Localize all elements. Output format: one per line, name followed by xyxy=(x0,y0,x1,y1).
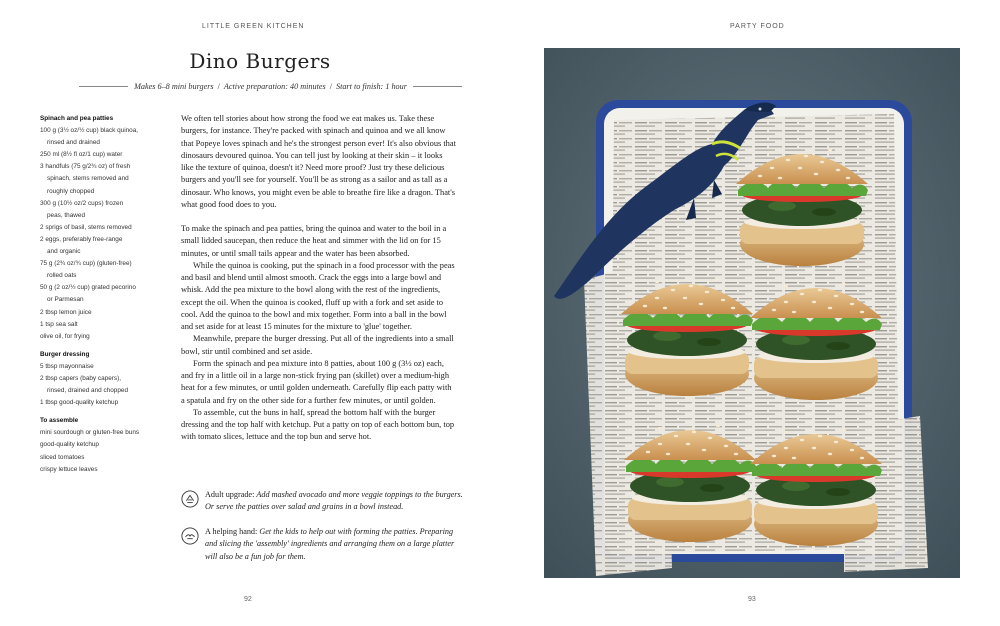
ingredients-column xyxy=(40,113,175,476)
ingredient-line: 3 handfuls (75 g/2¾ oz) of fresh xyxy=(40,163,131,171)
active-prep-info: Active preparation: 40 minutes xyxy=(223,82,326,91)
ingredient-line: 250 ml (8½ fl oz/1 cup) water xyxy=(40,151,123,159)
ingredient-line: 300 g (10½ oz/2 cups) frozen xyxy=(40,199,124,207)
ingredient-line: 2 sprigs of basil, stems removed xyxy=(40,223,132,231)
ingredient-line: rinsed and drained xyxy=(47,139,100,147)
adult-upgrade-icon xyxy=(181,490,199,508)
tip-adult-upgrade xyxy=(181,489,466,514)
tip-body: Add mashed avocado and more veggie toppings to the burgers. Or serve the patties over salad and grains in a bowl instead. xyxy=(205,490,463,512)
meta-rule-left xyxy=(79,86,128,87)
patties-heading: Spinach and pea patties xyxy=(40,115,114,122)
makes-info: Makes 6–8 mini burgers xyxy=(134,82,214,91)
ingredient-line: 2 tbsp capers (baby capers), xyxy=(40,374,121,382)
ingredient-line: 2 eggs, preferably free-range xyxy=(40,235,123,243)
tip-text xyxy=(205,526,466,563)
photo-illustration xyxy=(544,48,960,578)
dressing-list xyxy=(40,361,175,409)
method-step: While the quinoa is cooking, put the spinach in a food processor with the peas and basil and blend until almost smooth. Crack the eggs into a large bowl and whisk. Add the pea mixture to the bowl along with the rest of the ingredients, except the oil. When the quinoa is cooked, fluff up with a fork and set aside to cool. Add the quinoa to the bowl and mix together. Form into a ball in the bowl and set aside for at least 15 minutes for the mixture to 'glue' together. xyxy=(181,260,455,331)
ingredient-line: 1 tsp sea salt xyxy=(40,320,78,328)
ingredient-line: rinsed, drained and chopped xyxy=(47,387,129,395)
patties-list xyxy=(40,125,175,343)
method-step: To make the spinach and pea patties, bring the quinoa and water to the boil in a small lidded saucepan, then reduce the heat and simmer with the lid on for 15 minutes, or until small tails appear and the water has been absorbed. xyxy=(181,224,447,258)
ingredient-line: 5 tbsp mayonnaise xyxy=(40,362,94,370)
page-number-right: 93 xyxy=(748,596,756,603)
ingredient-line: rolled oats xyxy=(47,272,77,280)
tip-label: A helping hand: xyxy=(205,527,258,536)
method-step: Meanwhile, prepare the burger dressing. Put all of the ingredients into a small bowl, stir until combined and set aside. xyxy=(181,334,454,356)
tip-body: Get the kids to help out with forming the patties. Preparing and slicing the 'assembly' ingredients and arranging them on a large platter will also be a fun job for them. xyxy=(205,527,455,561)
meta-separator: / xyxy=(329,82,332,91)
method-step: Form the spinach and pea mixture into 8 patties, about 100 g (3½ oz) each, and fry in a little oil in a large non-stick frying pan (skillet) over a medium-high heat for a few minutes, or until golden underneath. Carefully flip each patty with a spatula and fry on the other side for a further few minutes, or until golden. xyxy=(181,358,452,405)
ingredient-line: 75 g (2¾ oz/¾ cup) (gluten-free) xyxy=(40,260,132,268)
ingredient-line: roughly chopped xyxy=(47,187,95,195)
ingredient-line: or Parmesan xyxy=(47,296,84,304)
tip-label: Adult upgrade: xyxy=(205,490,255,499)
running-head-right: PARTY FOOD xyxy=(730,23,785,30)
assemble-list xyxy=(40,427,175,475)
intro-paragraph: We often tell stories about how strong the food we eat makes us. Take these burgers, for instance. They're packed with spinach and quinoa and we all know that Popeye loves spinach and he's the strongest person ever! It's also obvious that dinosaurs devoured quinoa. You can tell just by looking at their skin – it looks like the texture of quinoa, doesn't it? Need more proof? Just try these delicious burgers and you'll see for yourself. You'll be as strong as a sailor and as tall as a dinosaur. Who knows, you might even be able to breathe fire like a dragon. That's what good food does to you. xyxy=(181,114,456,209)
method-step: To assemble, cut the buns in half, spread the bottom half with the burger dressing and the top half with ketchup. Put a patty on top of each bottom bun, top with tomato slices, lettuce and the top bun and serve hot. xyxy=(181,407,455,442)
ingredient-line: sliced tomatoes xyxy=(40,453,85,461)
ingredient-line: and organic xyxy=(47,248,81,256)
ingredient-line: peas, thawed xyxy=(47,211,86,219)
ingredient-line: 50 g (2 oz/½ cup) grated pecorino xyxy=(40,284,136,292)
start-to-finish-info: Start to finish: 1 hour xyxy=(335,82,407,91)
helping-hand-icon xyxy=(181,527,199,545)
method-column xyxy=(181,113,456,444)
meta-separator: / xyxy=(217,82,220,91)
ingredient-line: mini sourdough or gluten-free buns xyxy=(40,429,140,437)
page-number-left: 92 xyxy=(244,596,252,603)
recipe-meta xyxy=(73,82,468,91)
dino-burgers-photo xyxy=(544,48,960,578)
ingredient-line: crispy lettuce leaves xyxy=(40,465,98,473)
running-head-left: LITTLE GREEN KITCHEN xyxy=(202,23,305,30)
recipe-title: Dino Burgers xyxy=(189,49,331,73)
ingredient-line: 100 g (3½ oz/½ cup) black quinoa, xyxy=(40,127,139,135)
ingredient-line: 1 tbsp good-quality ketchup xyxy=(40,399,119,407)
tip-text xyxy=(205,489,466,514)
tip-helping-hand xyxy=(181,526,466,563)
meta-rule-right xyxy=(413,86,462,87)
assemble-heading: To assemble xyxy=(40,417,79,425)
dressing-heading: Burger dressing xyxy=(40,350,90,358)
ingredient-line: 2 tbsp lemon juice xyxy=(40,308,92,316)
ingredient-line: spinach, stems removed and xyxy=(47,175,129,183)
ingredient-line: good-quality ketchup xyxy=(40,441,99,449)
ingredient-line: olive oil, for frying xyxy=(40,332,90,340)
